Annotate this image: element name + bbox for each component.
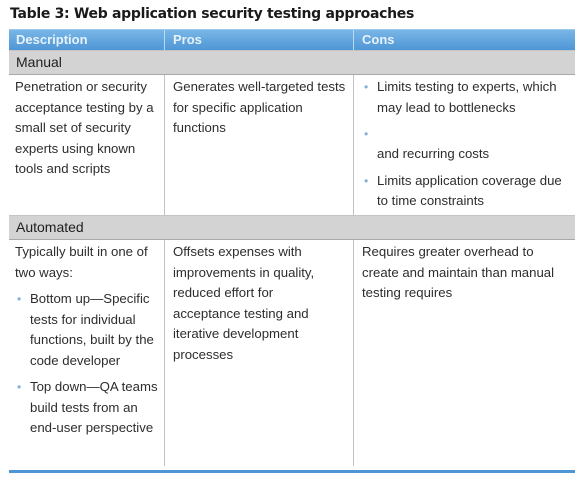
section-manual bbox=[9, 50, 575, 75]
automated-pros: Offsets expenses with improvements in quality, reduced effort for acceptance testing and iterative development processes bbox=[173, 244, 315, 362]
table-bottom-rule bbox=[9, 470, 575, 473]
manual-con-4: Limits application coverage due to time constraints bbox=[377, 172, 562, 208]
bullet-icon: • bbox=[364, 127, 369, 141]
automated-way-2: Top down—QA teams build tests from an end-user perspective bbox=[30, 379, 158, 435]
section-manual-label: Manual bbox=[16, 54, 62, 70]
manual-con-1: Limits testing to experts, which may lead to bottlenecks bbox=[377, 79, 557, 115]
header-divider bbox=[353, 30, 354, 50]
bullet-icon: • bbox=[17, 380, 22, 394]
manual-con-3: and recurring costs bbox=[377, 146, 490, 161]
column-divider bbox=[164, 75, 165, 215]
table-row-automated bbox=[9, 240, 575, 466]
header-description: Description bbox=[16, 32, 88, 47]
list-item bbox=[15, 289, 165, 371]
column-divider bbox=[353, 240, 354, 466]
manual-pros: Generates well-targeted tests for specific application functions bbox=[173, 79, 346, 135]
manual-cons bbox=[362, 77, 572, 212]
table-row-manual bbox=[9, 75, 575, 215]
list-item bbox=[362, 77, 572, 118]
list-item bbox=[362, 144, 572, 165]
automated-way-1: Bottom up—Specific tests for individual functions, built by the code developer bbox=[30, 291, 154, 368]
list-item bbox=[362, 124, 572, 144]
automated-cons: Requires greater overhead to create and maintain than manual testing requires bbox=[362, 244, 555, 300]
table-header bbox=[9, 29, 575, 50]
table-title: Table 3: Web application security testing approaches bbox=[10, 6, 415, 22]
column-divider bbox=[164, 240, 165, 466]
section-automated-label: Automated bbox=[16, 219, 84, 235]
list-item bbox=[362, 171, 572, 212]
list-item bbox=[15, 377, 165, 439]
bullet-icon: • bbox=[17, 292, 22, 306]
header-divider bbox=[164, 30, 165, 50]
bullet-icon: • bbox=[364, 80, 369, 94]
security-testing-table bbox=[9, 29, 575, 466]
automated-description-intro: Typically built in one of two ways: bbox=[15, 244, 148, 280]
section-automated bbox=[9, 215, 575, 240]
automated-description bbox=[15, 242, 165, 439]
header-cons: Cons bbox=[362, 32, 395, 47]
header-pros: Pros bbox=[173, 32, 202, 47]
column-divider bbox=[353, 75, 354, 215]
bullet-icon: • bbox=[364, 173, 369, 188]
manual-description: Penetration or security acceptance testing by a small set of security experts using known tools and scripts bbox=[15, 79, 154, 176]
